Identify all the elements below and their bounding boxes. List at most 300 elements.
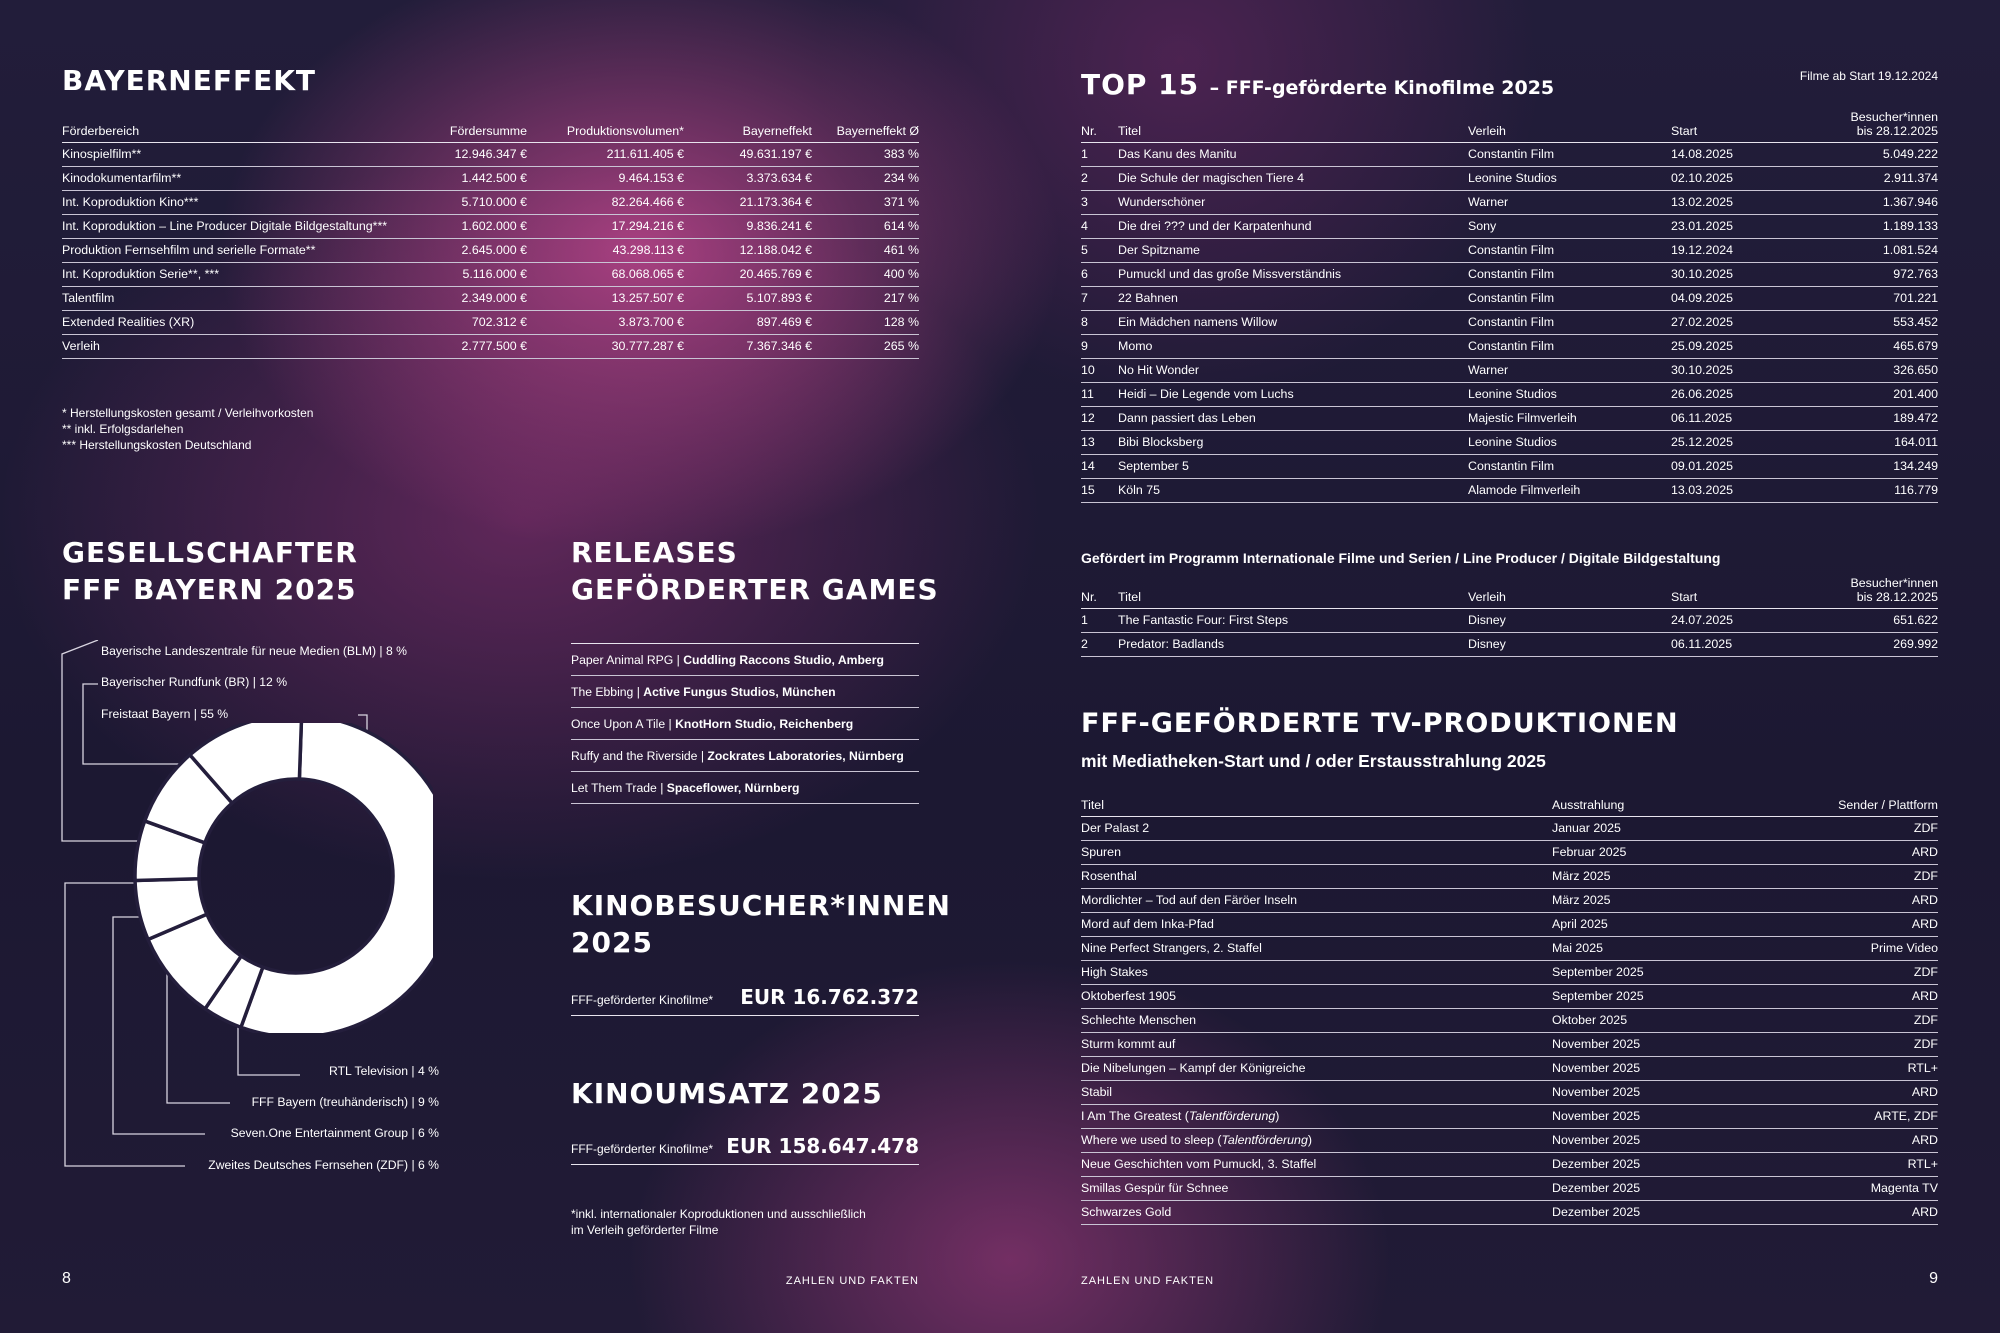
game-studio: Zockrates Laboratories, Nürnberg (707, 749, 904, 763)
gesellschafter-title (62, 534, 358, 608)
cell-titel: September 5 (1118, 455, 1468, 479)
game-release-item (571, 676, 919, 708)
cell-nr: 14 (1081, 455, 1118, 479)
cell-verleih: Constantin Film (1468, 239, 1671, 263)
cell-ausstrahlung: November 2025 (1552, 1129, 1772, 1153)
table-row (1081, 167, 1938, 191)
game-release-item (571, 708, 919, 740)
table-row (1081, 1153, 1938, 1177)
cell-sender: ARD (1772, 1081, 1938, 1105)
legend-item-freistaat: Freistaat Bayern | 55 % (101, 707, 229, 721)
tv-title-text: Sturm kommt auf (1081, 1037, 1176, 1051)
game-name: Once Upon A Tile (571, 717, 666, 731)
col-header: Besucher*innen (1850, 576, 1938, 590)
cell-bereich: Produktion Fernsehfilm und serielle Formate** (62, 239, 412, 263)
cell-nr: 2 (1081, 633, 1118, 657)
cell-sender: ARD (1772, 1129, 1938, 1153)
cell-titel: Der Spitzname (1118, 239, 1468, 263)
cell-produktionsvolumen: 68.068.065 € (527, 263, 684, 287)
cell-start: 25.09.2025 (1671, 335, 1811, 359)
cell-nr: 1 (1081, 609, 1118, 633)
games-list (571, 643, 919, 804)
cell-bayerneffekt-avg: 400 % (812, 263, 919, 287)
col-header: Bayerneffekt (684, 124, 812, 143)
cell-verleih: Constantin Film (1468, 143, 1671, 167)
cell-titel: Dann passiert das Leben (1118, 407, 1468, 431)
table-row (1081, 889, 1938, 913)
col-header: Fördersumme (412, 124, 527, 143)
cell-titel (1081, 1153, 1552, 1177)
table-row (1081, 239, 1938, 263)
game-studio: KnotHorn Studio, Reichenberg (675, 717, 854, 731)
cell-nr: 15 (1081, 479, 1118, 503)
cell-titel: Predator: Badlands (1118, 633, 1468, 657)
cell-sender: ARD (1772, 1201, 1938, 1225)
cell-ausstrahlung: Januar 2025 (1552, 817, 1772, 841)
cell-verleih: Constantin Film (1468, 263, 1671, 287)
cell-start: 09.01.2025 (1671, 455, 1811, 479)
table-row (1081, 817, 1938, 841)
bayerneffekt-table (62, 124, 919, 359)
cell-sender: ARTE, ZDF (1772, 1105, 1938, 1129)
cell-titel: Die Schule der magischen Tiere 4 (1118, 167, 1468, 191)
top15-table (1081, 110, 1938, 503)
table-row (62, 335, 919, 359)
tv-table (1081, 798, 1938, 1225)
cell-produktionsvolumen: 9.464.153 € (527, 167, 684, 191)
cell-ausstrahlung: September 2025 (1552, 985, 1772, 1009)
cell-nr: 5 (1081, 239, 1118, 263)
legend-item-zdf: Zweites Deutsches Fernsehen (ZDF) | 6 % (208, 1158, 439, 1172)
cell-besucher: 5.049.222 (1811, 143, 1938, 167)
cell-titel (1081, 1201, 1552, 1225)
releases-title-line2: GEFÖRDERTER GAMES (571, 573, 939, 606)
game-name: Let Them Trade (571, 781, 657, 795)
cell-nr: 13 (1081, 431, 1118, 455)
game-release-item (571, 772, 919, 804)
cell-nr: 12 (1081, 407, 1118, 431)
tv-title-text: Stabil (1081, 1085, 1112, 1099)
cell-bereich: Verleih (62, 335, 412, 359)
cell-titel (1081, 1105, 1552, 1129)
cell-ausstrahlung: November 2025 (1552, 1081, 1772, 1105)
footnote: * Herstellungskosten gesamt / Verleihvorkosten (62, 406, 314, 420)
legend-item-fff: FFF Bayern (treuhänderisch) | 9 % (251, 1095, 439, 1109)
cell-bayerneffekt: 897.469 € (684, 311, 812, 335)
cell-verleih: Disney (1468, 633, 1671, 657)
col-header: Start (1671, 110, 1811, 143)
kinoumsatz-footnote-line2: im Verleih geförderter Filme (571, 1223, 719, 1237)
cell-titel (1081, 817, 1552, 841)
cell-ausstrahlung: März 2025 (1552, 865, 1772, 889)
cell-besucher: 116.779 (1811, 479, 1938, 503)
bayerneffekt-header-row (62, 124, 919, 143)
col-header-visitors (1811, 576, 1938, 609)
kinoumsatz-value: EUR 158.647.478 (726, 1134, 919, 1158)
table-row (1081, 1009, 1938, 1033)
tv-title-text: Rosenthal (1081, 869, 1137, 883)
cell-produktionsvolumen: 82.264.466 € (527, 191, 684, 215)
cell-ausstrahlung: Mai 2025 (1552, 937, 1772, 961)
cell-bereich: Kinodokumentarfilm** (62, 167, 412, 191)
top15-header-row (1081, 110, 1938, 143)
cell-besucher: 972.763 (1811, 263, 1938, 287)
tv-title-text: I Am The Greatest ( (1081, 1109, 1189, 1123)
cell-start: 27.02.2025 (1671, 311, 1811, 335)
cell-nr: 1 (1081, 143, 1118, 167)
tv-title-text: High Stakes (1081, 965, 1148, 979)
game-release-item (571, 644, 919, 676)
cell-verleih: Sony (1468, 215, 1671, 239)
table-row (1081, 335, 1938, 359)
cell-sender: ARD (1772, 985, 1938, 1009)
cell-besucher: 701.221 (1811, 287, 1938, 311)
col-header: Verleih (1468, 110, 1671, 143)
cell-bereich: Int. Koproduktion Serie**, *** (62, 263, 412, 287)
cell-ausstrahlung: Oktober 2025 (1552, 1009, 1772, 1033)
cell-bayerneffekt: 5.107.893 € (684, 287, 812, 311)
cell-verleih: Constantin Film (1468, 335, 1671, 359)
footer-left: ZAHLEN UND FAKTEN (785, 1275, 919, 1287)
table-row (1081, 937, 1938, 961)
cell-titel (1081, 841, 1552, 865)
bayerneffekt-table-wrap (62, 124, 919, 359)
cell-ausstrahlung: April 2025 (1552, 913, 1772, 937)
cell-titel: Die drei ??? und der Karpatenhund (1118, 215, 1468, 239)
cell-start: 25.12.2025 (1671, 431, 1811, 455)
col-header: Verleih (1468, 576, 1671, 609)
cell-titel (1081, 1081, 1552, 1105)
col-header: Bayerneffekt Ø (812, 124, 919, 143)
tv-title-text: Die Nibelungen – Kampf der Königreiche (1081, 1061, 1306, 1075)
table-row (1081, 1105, 1938, 1129)
cell-sender: Prime Video (1772, 937, 1938, 961)
cell-bereich: Int. Koproduktion Kino*** (62, 191, 412, 215)
cell-start: 30.10.2025 (1671, 359, 1811, 383)
cell-ausstrahlung: Februar 2025 (1552, 841, 1772, 865)
cell-besucher: 2.911.374 (1811, 167, 1938, 191)
table-row (62, 167, 919, 191)
cell-foerdersumme: 2.777.500 € (412, 335, 527, 359)
col-header-sub: bis 28.12.2025 (1856, 590, 1938, 604)
cell-besucher: 164.011 (1811, 431, 1938, 455)
cell-titel: Bibi Blocksberg (1118, 431, 1468, 455)
cell-nr: 4 (1081, 215, 1118, 239)
cell-foerdersumme: 2.349.000 € (412, 287, 527, 311)
cell-start: 06.11.2025 (1671, 407, 1811, 431)
page-number-right: 9 (1929, 1270, 1938, 1287)
table-row (1081, 1201, 1938, 1225)
cell-bereich: Extended Realities (XR) (62, 311, 412, 335)
cell-ausstrahlung: November 2025 (1552, 1057, 1772, 1081)
kinoumsatz-stat (571, 1134, 919, 1165)
cell-besucher: 553.452 (1811, 311, 1938, 335)
bayerneffekt-title: BAYERNEFFEKT (62, 64, 317, 97)
international-body (1081, 609, 1938, 657)
tv-title-text: Where we used to sleep ( (1081, 1133, 1222, 1147)
col-header: Start (1671, 576, 1811, 609)
tv-title-text: Nine Perfect Strangers, 2. Staffel (1081, 941, 1262, 955)
kinobesucher-stat (571, 985, 919, 1016)
cell-nr: 10 (1081, 359, 1118, 383)
cell-produktionsvolumen: 17.294.216 € (527, 215, 684, 239)
cell-ausstrahlung: November 2025 (1552, 1033, 1772, 1057)
cell-titel (1081, 1033, 1552, 1057)
col-header-sub: bis 28.12.2025 (1856, 124, 1938, 138)
cell-produktionsvolumen: 13.257.507 € (527, 287, 684, 311)
cell-start: 04.09.2025 (1671, 287, 1811, 311)
international-table-wrap (1081, 576, 1938, 657)
cell-verleih: Constantin Film (1468, 311, 1671, 335)
kinobesucher-title (571, 887, 951, 961)
col-header: Ausstrahlung (1552, 798, 1772, 817)
game-name: The Ebbing (571, 685, 634, 699)
cell-besucher: 134.249 (1811, 455, 1938, 479)
cell-titel: Momo (1118, 335, 1468, 359)
cell-start: 23.01.2025 (1671, 215, 1811, 239)
cell-start: 19.12.2024 (1671, 239, 1811, 263)
cell-besucher: 651.622 (1811, 609, 1938, 633)
cell-start: 26.06.2025 (1671, 383, 1811, 407)
legend-item-blm: Bayerische Landeszentrale für neue Medien (BLM) | 8 % (101, 644, 407, 658)
game-separator: | (656, 781, 667, 795)
cell-titel (1081, 1129, 1552, 1153)
cell-bayerneffekt: 21.173.364 € (684, 191, 812, 215)
cell-verleih: Warner (1468, 359, 1671, 383)
tv-title-text: Der Palast 2 (1081, 821, 1150, 835)
kinobesucher-title-line2: 2025 (571, 926, 653, 959)
cell-nr: 7 (1081, 287, 1118, 311)
cell-start: 24.07.2025 (1671, 609, 1811, 633)
tv-title-text: Oktoberfest 1905 (1081, 989, 1177, 1003)
cell-start: 13.03.2025 (1671, 479, 1811, 503)
cell-nr: 2 (1081, 167, 1118, 191)
tv-title-text: Mordlichter – Tod auf den Färöer Inseln (1081, 893, 1298, 907)
cell-verleih: Constantin Film (1468, 287, 1671, 311)
page-number-left: 8 (62, 1270, 71, 1287)
gesellschafter-title-line2: FFF BAYERN 2025 (62, 573, 357, 606)
cell-foerdersumme: 2.645.000 € (412, 239, 527, 263)
cell-titel: Wunderschöner (1118, 191, 1468, 215)
cell-titel (1081, 985, 1552, 1009)
cell-besucher: 465.679 (1811, 335, 1938, 359)
cell-titel (1081, 1009, 1552, 1033)
cell-titel: Ein Mädchen namens Willow (1118, 311, 1468, 335)
cell-titel: 22 Bahnen (1118, 287, 1468, 311)
cell-bayerneffekt: 12.188.042 € (684, 239, 812, 263)
tv-title-paren: ) (1307, 1133, 1312, 1147)
col-header: Titel (1118, 110, 1468, 143)
gesellschafter-donut-chart (133, 723, 433, 1033)
cell-besucher: 189.472 (1811, 407, 1938, 431)
cell-foerdersumme: 1.442.500 € (412, 167, 527, 191)
tv-title-italic: Talentförderung (1188, 1109, 1276, 1123)
cell-bayerneffekt: 7.367.346 € (684, 335, 812, 359)
cell-besucher: 1.367.946 (1811, 191, 1938, 215)
cell-sender: RTL+ (1772, 1057, 1938, 1081)
cell-nr: 8 (1081, 311, 1118, 335)
cell-start: 30.10.2025 (1671, 263, 1811, 287)
table-row (1081, 865, 1938, 889)
cell-verleih: Majestic Filmverleih (1468, 407, 1671, 431)
cell-start: 14.08.2025 (1671, 143, 1811, 167)
kinobesucher-title-line1: KINOBESUCHER*INNEN (571, 889, 951, 922)
cell-foerdersumme: 702.312 € (412, 311, 527, 335)
col-header: Titel (1118, 576, 1468, 609)
col-header: Besucher*innen (1850, 110, 1938, 124)
cell-titel (1081, 865, 1552, 889)
legend-item-rtl: RTL Television | 4 % (329, 1064, 439, 1078)
cell-ausstrahlung: Dezember 2025 (1552, 1177, 1772, 1201)
cell-titel: Heidi – Die Legende vom Luchs (1118, 383, 1468, 407)
table-row (62, 215, 919, 239)
game-separator: | (673, 653, 684, 667)
table-row (1081, 431, 1938, 455)
cell-sender: ZDF (1772, 1009, 1938, 1033)
cell-besucher: 326.650 (1811, 359, 1938, 383)
international-table (1081, 576, 1938, 657)
cell-sender: Magenta TV (1772, 1177, 1938, 1201)
table-row (1081, 383, 1938, 407)
cell-titel (1081, 1177, 1552, 1201)
game-separator: | (633, 685, 644, 699)
cell-produktionsvolumen: 211.611.405 € (527, 143, 684, 167)
international-title: Gefördert im Programm Internationale Filme und Serien / Line Producer / Digitale Bildgestaltung (1081, 550, 1721, 566)
cell-besucher: 1.081.524 (1811, 239, 1938, 263)
col-header: Nr. (1081, 576, 1118, 609)
kinoumsatz-footnote-line1: *inkl. internationaler Koproduktionen und ausschließlich (571, 1207, 866, 1221)
table-row (1081, 1177, 1938, 1201)
cell-ausstrahlung: September 2025 (1552, 961, 1772, 985)
cell-foerdersumme: 12.946.347 € (412, 143, 527, 167)
cell-titel: Das Kanu des Manitu (1118, 143, 1468, 167)
col-header: Produktionsvolumen* (527, 124, 684, 143)
cell-besucher: 269.992 (1811, 633, 1938, 657)
cell-sender: ARD (1772, 913, 1938, 937)
cell-start: 06.11.2025 (1671, 633, 1811, 657)
cell-bayerneffekt-avg: 614 % (812, 215, 919, 239)
donut-slices (135, 723, 433, 1033)
cell-nr: 11 (1081, 383, 1118, 407)
cell-titel (1081, 889, 1552, 913)
footer-right: ZAHLEN UND FAKTEN (1081, 1275, 1215, 1287)
cell-bereich: Int. Koproduktion – Line Producer Digitale Bildgestaltung*** (62, 215, 412, 239)
cell-titel: Köln 75 (1118, 479, 1468, 503)
cell-bayerneffekt: 9.836.241 € (684, 215, 812, 239)
top15-title: TOP 15 (1081, 68, 1200, 101)
col-header: Titel (1081, 798, 1552, 817)
table-row (1081, 1129, 1938, 1153)
cell-titel: No Hit Wonder (1118, 359, 1468, 383)
kinoumsatz-label: FFF-geförderter Kinofilme* (571, 1142, 714, 1156)
game-separator: | (665, 717, 676, 731)
cell-ausstrahlung: März 2025 (1552, 889, 1772, 913)
game-separator: | (697, 749, 708, 763)
cell-start: 13.02.2025 (1671, 191, 1811, 215)
cell-start: 02.10.2025 (1671, 167, 1811, 191)
top15-subtitle: – FFF-geförderte Kinofilme 2025 (1209, 77, 1555, 99)
table-row (1081, 985, 1938, 1009)
cell-produktionsvolumen: 3.873.700 € (527, 311, 684, 335)
cell-besucher: 1.189.133 (1811, 215, 1938, 239)
tv-title-text: Spuren (1081, 845, 1121, 859)
tv-subtitle: mit Mediatheken-Start und / oder Erstausstrahlung 2025 (1081, 751, 1546, 771)
cell-bayerneffekt-avg: 128 % (812, 311, 919, 335)
game-studio: Spaceflower, Nürnberg (666, 781, 800, 795)
cell-bayerneffekt-avg: 234 % (812, 167, 919, 191)
cell-titel: The Fantastic Four: First Steps (1118, 609, 1468, 633)
footnote: ** inkl. Erfolgsdarlehen (62, 422, 184, 436)
table-row (1081, 143, 1938, 167)
game-release-item (571, 740, 919, 772)
gesellschafter-title-line1: GESELLSCHAFTER (62, 536, 358, 569)
cell-bayerneffekt: 3.373.634 € (684, 167, 812, 191)
cell-sender: ARD (1772, 841, 1938, 865)
bayerneffekt-body (62, 143, 919, 359)
cell-verleih: Alamode Filmverleih (1468, 479, 1671, 503)
cell-bayerneffekt: 49.631.197 € (684, 143, 812, 167)
table-row (1081, 287, 1938, 311)
tv-title: FFF-GEFÖRDERTE TV-PRODUKTIONEN (1081, 708, 1679, 739)
col-header: Sender / Plattform (1772, 798, 1938, 817)
table-row (1081, 359, 1938, 383)
top15-note: Filme ab Start 19.12.2024 (1799, 69, 1938, 83)
cell-bayerneffekt-avg: 217 % (812, 287, 919, 311)
tv-title-text: Neue Geschichten vom Pumuckl, 3. Staffel (1081, 1157, 1317, 1171)
legend-item-br: Bayerischer Rundfunk (BR) | 12 % (101, 675, 288, 689)
cell-bayerneffekt-avg: 461 % (812, 239, 919, 263)
cell-bayerneffekt-avg: 371 % (812, 191, 919, 215)
game-studio: Active Fungus Studios, München (643, 685, 836, 699)
cell-titel (1081, 913, 1552, 937)
cell-nr: 3 (1081, 191, 1118, 215)
releases-title (571, 534, 939, 608)
cell-ausstrahlung: November 2025 (1552, 1105, 1772, 1129)
table-row (1081, 609, 1938, 633)
table-row (1081, 407, 1938, 431)
table-row (62, 287, 919, 311)
releases-title-line1: RELEASES (571, 536, 738, 569)
game-studio: Cuddling Raccons Studio, Amberg (683, 653, 884, 667)
col-header-visitors (1811, 110, 1938, 143)
cell-bereich: Kinospielfilm** (62, 143, 412, 167)
cell-verleih: Disney (1468, 609, 1671, 633)
table-row (1081, 1033, 1938, 1057)
game-name: Paper Animal RPG (571, 653, 674, 667)
table-row (1081, 455, 1938, 479)
col-header: Nr. (1081, 110, 1118, 143)
game-name: Ruffy and the Riverside (571, 749, 698, 763)
cell-verleih: Constantin Film (1468, 455, 1671, 479)
international-header-row (1081, 576, 1938, 609)
bayerneffekt-footnotes (62, 405, 313, 453)
kinoumsatz-footnote (571, 1206, 866, 1238)
tv-title-text: Schwarzes Gold (1081, 1205, 1172, 1219)
table-row (1081, 311, 1938, 335)
cell-nr: 6 (1081, 263, 1118, 287)
tv-table-wrap (1081, 798, 1938, 1225)
table-row (1081, 633, 1938, 657)
cell-besucher: 201.400 (1811, 383, 1938, 407)
cell-ausstrahlung: Dezember 2025 (1552, 1153, 1772, 1177)
table-row (62, 239, 919, 263)
kinoumsatz-title: KINOUMSATZ 2025 (571, 1077, 883, 1110)
legend-item-sevenone: Seven.One Entertainment Group | 6 % (230, 1126, 439, 1140)
table-row (1081, 479, 1938, 503)
table-row (1081, 961, 1938, 985)
cell-nr: 9 (1081, 335, 1118, 359)
table-row (62, 191, 919, 215)
